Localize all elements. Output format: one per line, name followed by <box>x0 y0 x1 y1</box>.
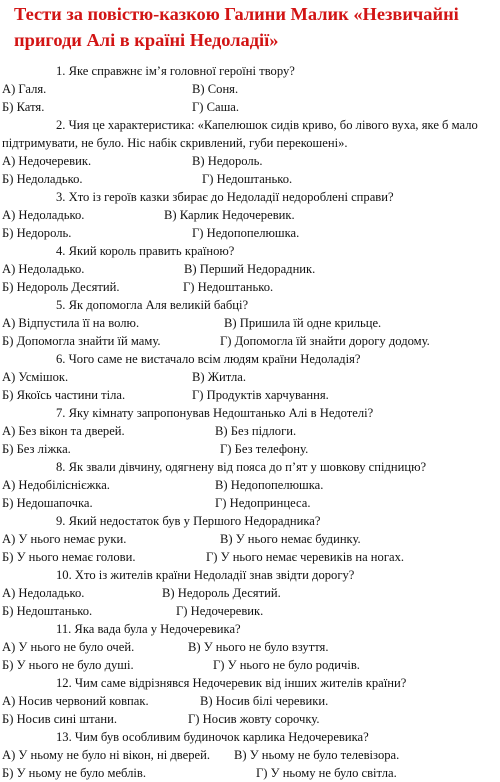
title-line-2: пригоди Алі в країні Недоладії» <box>14 30 279 50</box>
answer-row <box>2 602 500 620</box>
answer-option: А) Недоладько. <box>2 208 85 222</box>
answer-option: Г) Допомогла їй знайти дорогу додому. <box>220 334 430 348</box>
answer-option: В) Без підлоги. <box>215 424 297 438</box>
answer-row <box>2 278 500 296</box>
answer-option: Б) Недоладько. <box>2 172 83 186</box>
answer-row <box>2 206 500 224</box>
answer-option: А) Недоладько. <box>2 586 85 600</box>
question-text: 3. Хто із героїв казки збирає до Недоладії недороблені справи? <box>56 190 394 204</box>
question-text: 12. Чим саме відрізнявся Недочеревик від інших жителів країни? <box>56 676 407 690</box>
question-text: 11. Яка вада була у Недочеревика? <box>56 622 241 636</box>
question-text: 6. Чого саме не вистачало всім людям країни Недоладія? <box>56 352 361 366</box>
question-text: 10. Хто із жителів країни Недоладії знав звідти дорогу? <box>56 568 355 582</box>
answer-row <box>2 656 500 674</box>
question-text-continued: підтримувати, не було. Ніс набік скривлений, губи перекошені». <box>2 136 348 150</box>
answer-row <box>2 152 500 170</box>
question-text: 13. Чим був особливим будиночок карлика Недочеревика? <box>56 730 369 744</box>
answer-option: В) Соня. <box>192 82 239 96</box>
answer-option: Г) У нього немає черевиків на ногах. <box>206 550 405 564</box>
answer-option: В) Пришила їй одне крильце. <box>224 316 382 330</box>
answer-option: Б) Якоїсь частини тіла. <box>2 388 126 402</box>
answer-option: Б) Носив сині штани. <box>2 712 117 726</box>
answer-row <box>2 440 500 458</box>
question-text: 2. Чия це характеристика: «Капелюшок сидів криво, бо лівого вуха, яке б мало <box>56 118 478 132</box>
answer-option: Г) Недопринцеса. <box>215 496 311 510</box>
answer-row <box>2 80 500 98</box>
answer-row <box>2 710 500 728</box>
answer-option: А) Недоладько. <box>2 262 85 276</box>
answer-row <box>2 764 500 782</box>
answer-option: В) Недороль Десятий. <box>162 586 281 600</box>
answer-option: В) Недороль. <box>192 154 263 168</box>
answer-option: В) Носив білі черевики. <box>200 694 329 708</box>
answer-row <box>2 584 500 602</box>
answer-row <box>2 692 500 710</box>
title-line-1: Тести за повістю-казкою Галини Малик «Незвичайні <box>14 4 459 24</box>
document-title <box>14 2 500 50</box>
answer-option: В) Перший Недорадник. <box>184 262 316 276</box>
answer-option: А) Відпустила її на волю. <box>2 316 140 330</box>
answer-row <box>2 314 500 332</box>
answer-row <box>2 224 500 242</box>
answer-option: В) У ньому не було телевізора. <box>234 748 400 762</box>
answer-option: Б) Недошапочка. <box>2 496 93 510</box>
answer-option: В) У нього не було взуття. <box>188 640 329 654</box>
answer-option: А) У нього не було очей. <box>2 640 135 654</box>
answer-option: Г) Продуктів харчування. <box>192 388 329 402</box>
answer-row <box>2 98 500 116</box>
answer-option: Г) У нього не було родичів. <box>213 658 360 672</box>
answer-option: Г) Саша. <box>192 100 240 114</box>
answer-option: Г) Без телефону. <box>220 442 309 456</box>
question-text: 1. Яке справжнє ім’я головної героїні твору? <box>56 64 295 78</box>
answer-row <box>2 494 500 512</box>
answer-option: А) Галя. <box>2 82 47 96</box>
answer-row <box>2 386 500 404</box>
answer-row <box>2 422 500 440</box>
answer-option: Г) Носив жовту сорочку. <box>188 712 320 726</box>
answer-option: Г) Недопопелюшка. <box>192 226 300 240</box>
answer-option: В) Недопопелюшка. <box>215 478 324 492</box>
answer-option: А) Недобіліснієжка. <box>2 478 110 492</box>
answer-row <box>2 476 500 494</box>
answer-row <box>2 260 500 278</box>
answer-option: В) У нього немає будинку. <box>220 532 361 546</box>
answer-row <box>2 332 500 350</box>
answer-row <box>2 746 500 764</box>
question-text: 9. Який недостаток був у Першого Недорадника? <box>56 514 321 528</box>
answer-option: Б) У нього немає голови. <box>2 550 136 564</box>
answer-option: Г) Недочеревик. <box>176 604 264 618</box>
answer-option: А) У ньому не було ні вікон, ні дверей. <box>2 748 211 762</box>
answer-option: Б) Катя. <box>2 100 45 114</box>
question-text: 8. Як звали дівчину, одягнену від пояса до п’ят у шовкову спідницю? <box>56 460 427 474</box>
answer-row <box>2 548 500 566</box>
answer-option: А) Недочеревик. <box>2 154 92 168</box>
answer-option: Б) Недороль Десятий. <box>2 280 120 294</box>
question-text: 5. Як допомогла Аля великій бабці? <box>56 298 249 312</box>
answer-option: В) Житла. <box>192 370 246 384</box>
answer-row <box>2 170 500 188</box>
question-text: 7. Яку кімнату запропонував Недоштанько Алі в Недотелі? <box>56 406 374 420</box>
question-text: 4. Який король править країною? <box>56 244 235 258</box>
answer-option: Г) Недоштанько. <box>183 280 274 294</box>
answer-option: Б) У ньому не було меблів. <box>2 766 147 780</box>
answer-row <box>2 368 500 386</box>
answer-option: А) Носив червоний ковпак. <box>2 694 149 708</box>
answer-option: Б) Недороль. <box>2 226 72 240</box>
answer-option: Б) Без ліжка. <box>2 442 71 456</box>
answer-row <box>2 530 500 548</box>
answer-option: А) У нього немає руки. <box>2 532 127 546</box>
answer-option: А) Усмішок. <box>2 370 69 384</box>
answer-option: Б) Недоштанько. <box>2 604 93 618</box>
answer-row <box>2 638 500 656</box>
answer-option: Б) У нього не було душі. <box>2 658 134 672</box>
answer-option: Г) У ньому не було світла. <box>256 766 397 780</box>
answer-option: Б) Допомогла знайти їй маму. <box>2 334 161 348</box>
answer-option: В) Карлик Недочеревик. <box>164 208 295 222</box>
answer-option: Г) Недоштанько. <box>202 172 293 186</box>
answer-option: А) Без вікон та дверей. <box>2 424 125 438</box>
